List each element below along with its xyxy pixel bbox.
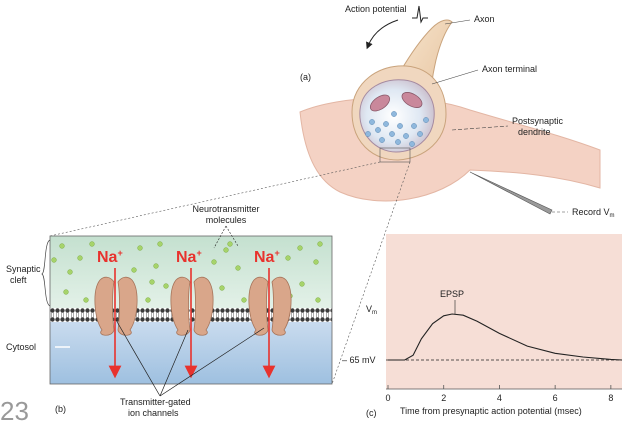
neurotransmitter-dot <box>318 242 323 247</box>
neurotransmitter-dot <box>314 260 319 265</box>
resting-potential-label: – 65 mV <box>342 355 376 365</box>
neurotransmitter-dot <box>68 270 73 275</box>
neurotransmitter-dot <box>224 248 229 253</box>
axon-terminal-label: Axon terminal <box>482 64 538 74</box>
x-tick-label: 6 <box>552 393 558 403</box>
action-potential-arrow <box>368 20 398 46</box>
neurotransmitter-dot <box>146 298 151 303</box>
na-label-1: Na+ <box>97 248 123 266</box>
action-potential-label: Action potential <box>345 4 407 14</box>
neurotransmitter-dot <box>242 298 247 303</box>
neurotransmitter-dot <box>90 242 95 247</box>
panel-b <box>6 204 332 418</box>
neurotransmitter-dot <box>84 298 89 303</box>
x-tick-label: 2 <box>441 393 447 403</box>
panel-a-letter: (a) <box>300 72 311 82</box>
neurotransmitter-dot <box>52 258 57 263</box>
panel-c-letter: (c) <box>366 408 377 418</box>
epsp-label: EPSP <box>440 289 465 299</box>
neurotransmitter-dot <box>154 264 159 269</box>
synaptic-cleft-label-line2: cleft <box>10 275 27 285</box>
channels-label-line2: ion channels <box>128 408 179 418</box>
postsynaptic-label-line2: dendrite <box>518 127 551 137</box>
neurotransmitter-dot <box>286 256 291 261</box>
x-tick-label: 0 <box>385 393 391 403</box>
neurotransmitter-dot <box>78 256 83 261</box>
na-label-2: Na+ <box>176 248 202 266</box>
slide-number: 23 <box>0 396 29 426</box>
cytosol-label: Cytosol <box>6 342 37 352</box>
postsynaptic-label-line1: Postsynaptic <box>512 116 564 126</box>
neurotransmitter-dot <box>138 246 143 251</box>
neurotransmitter-dot <box>300 282 305 287</box>
neurotransmitter-dot <box>316 298 321 303</box>
channels-label-line1: Transmitter-gated <box>120 397 191 407</box>
synaptic-cleft-label-line1: Synaptic <box>6 264 41 274</box>
na-label-3: Na+ <box>254 248 280 266</box>
neurotransmitter-label-line1: Neurotransmitter <box>192 204 260 214</box>
neurotransmitter-dot <box>64 290 69 295</box>
x-tick-label: 4 <box>496 393 502 403</box>
x-tick-label: 8 <box>608 393 614 403</box>
record-vm-label: Record $V_m$ <box>572 207 615 219</box>
axon-label: Axon <box>474 14 495 24</box>
neurotransmitter-dot <box>150 280 155 285</box>
x-axis-label: Time from presynaptic action potential (msec) <box>400 406 582 416</box>
neurotransmitter-dot <box>164 284 169 289</box>
panel-b-letter: (b) <box>55 404 66 414</box>
neurotransmitter-dot <box>158 242 163 247</box>
postsynaptic-dendrite-shape <box>300 98 600 201</box>
neurotransmitter-dot <box>60 244 65 249</box>
neurotransmitter-dot <box>212 260 217 265</box>
neurotransmitter-dot <box>220 286 225 291</box>
panel-c <box>342 234 622 418</box>
action-potential-spike <box>412 6 428 22</box>
neurotransmitter-dot <box>298 246 303 251</box>
recording-electrode <box>470 172 552 214</box>
panel-a <box>300 4 615 219</box>
neurotransmitter-dot <box>236 266 241 271</box>
neurotransmitter-dot <box>132 268 137 273</box>
neurotransmitter-dot <box>228 242 233 247</box>
y-axis-label: $V_m$ <box>366 304 378 316</box>
neurotransmitter-label-line2: molecules <box>205 215 247 225</box>
panel-c-background <box>386 234 622 389</box>
synaptic-cleft-bracket <box>42 240 50 306</box>
